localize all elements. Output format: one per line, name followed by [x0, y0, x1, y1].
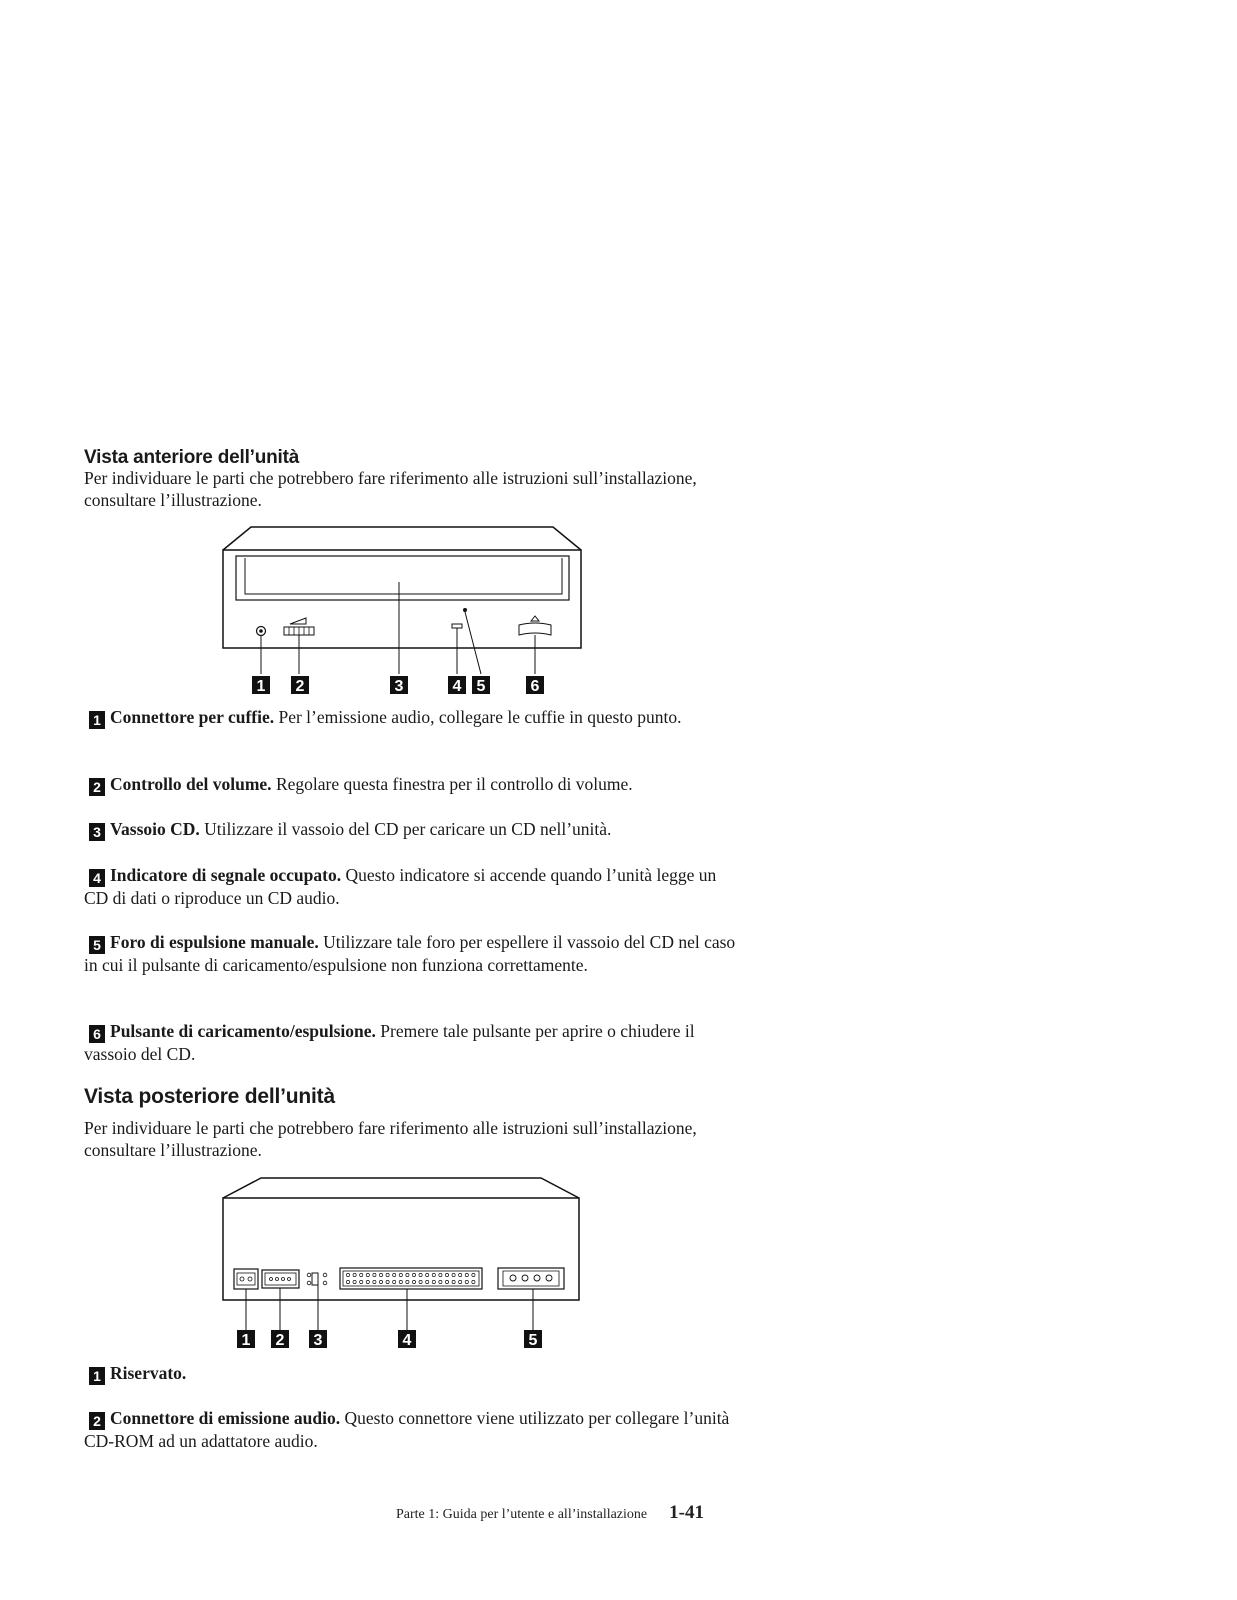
item-number-badge: 2	[89, 1412, 105, 1430]
ide-pin	[472, 1280, 475, 1283]
item-number-badge: 4	[89, 869, 105, 887]
ide-pin	[399, 1280, 402, 1283]
front-view-intro: Per individuare le parti che potrebbero fare riferimento alle istruzioni sull’installazione, consultare l’illustrazione.	[84, 468, 697, 510]
front-label-2: 2	[295, 678, 305, 695]
rear-view-intro: Per individuare le parti che potrebbero fare riferimento alle istruzioni sull’installazione, consultare l’illustrazione.	[84, 1118, 697, 1160]
drive-top-edge	[223, 527, 581, 550]
ide-pin	[412, 1273, 415, 1276]
ide-pin	[439, 1273, 442, 1276]
page-footer	[396, 1502, 736, 1524]
item-term: Controllo del volume.	[110, 774, 272, 794]
ide-pin	[412, 1280, 415, 1283]
ide-pin	[426, 1273, 429, 1276]
item-description: Utilizzare il vassoio del CD per caricare un CD nell’unità.	[204, 819, 612, 839]
ide-pin	[465, 1280, 468, 1283]
item-number-badge: 1	[89, 711, 105, 729]
rear-label-1: 1	[241, 1332, 251, 1349]
item-description: Per l’emissione audio, collegare le cuffie in questo punto.	[278, 707, 682, 727]
ide-pin	[459, 1273, 462, 1276]
rear-item-1	[84, 1362, 744, 1385]
cd-tray	[236, 556, 569, 600]
ide-pin	[373, 1280, 376, 1283]
item-description: Questo indicatore si accende quando l’unità legge un CD di dati o riproduce un CD audio.	[84, 865, 717, 908]
ide-pin	[426, 1280, 429, 1283]
ide-pin	[445, 1273, 448, 1276]
ide-pin	[445, 1280, 448, 1283]
ide-pin	[465, 1273, 468, 1276]
drive-top-edge	[223, 1178, 579, 1198]
item-term: Foro di espulsione manuale.	[110, 932, 319, 952]
front-label-1: 1	[256, 678, 266, 695]
ide-pin	[366, 1273, 369, 1276]
item-term: Vassoio CD.	[110, 819, 200, 839]
footer-text: Parte 1: Guida per l’utente e all’installazione	[396, 1507, 648, 1522]
front-item-6	[84, 1020, 744, 1065]
item-description: Premere tale pulsante per aprire o chiudere il vassoio del CD.	[84, 1021, 695, 1064]
item-number-badge: 5	[89, 936, 105, 954]
item-description: Questo connettore viene utilizzato per collegare l’unità CD-ROM ad un adattatore audio.	[84, 1408, 730, 1451]
front-label-4: 4	[452, 678, 462, 695]
ide-pin	[399, 1273, 402, 1276]
rear-view-heading: Vista posteriore dell’unità	[84, 1085, 335, 1108]
rear-label-5: 5	[528, 1332, 538, 1349]
rear-item-2	[84, 1407, 744, 1452]
ide-pin	[472, 1273, 475, 1276]
front-label-5: 5	[476, 678, 486, 695]
busy-indicator-icon	[452, 624, 462, 628]
rear-view-illustration	[215, 1172, 590, 1355]
volume-ramp-icon	[290, 618, 306, 624]
item-number-badge: 1	[89, 1367, 105, 1385]
item-number-badge: 3	[89, 823, 105, 841]
rear-label-3: 3	[313, 1332, 323, 1349]
ide-pin	[379, 1280, 382, 1283]
page-number: 1-41	[669, 1502, 704, 1523]
front-item-3	[84, 818, 744, 841]
ide-pin	[360, 1280, 363, 1283]
front-view-heading: Vista anteriore dell’unità	[84, 447, 300, 468]
ide-pin	[432, 1280, 435, 1283]
ide-connector-pins	[346, 1273, 475, 1283]
rear-label-2: 2	[275, 1332, 285, 1349]
ide-pin	[419, 1273, 422, 1276]
item-number-badge: 2	[89, 778, 105, 796]
jumper-block	[312, 1273, 318, 1285]
ide-pin	[406, 1273, 409, 1276]
emergency-eject-hole-icon	[463, 608, 467, 612]
ide-pin	[419, 1280, 422, 1283]
item-term: Riservato.	[110, 1363, 187, 1383]
ide-pin	[459, 1280, 462, 1283]
eject-button	[519, 623, 551, 635]
item-number-badge: 6	[89, 1025, 105, 1043]
front-view-illustration	[215, 522, 590, 700]
item-term: Indicatore di segnale occupato.	[110, 865, 342, 885]
item-description: Utilizzare tale foro per espellere il vassoio del CD nel caso in cui il pulsante di caricamento/espulsione non funziona correttamente.	[84, 932, 736, 975]
ide-pin	[432, 1273, 435, 1276]
cd-tray-inner	[245, 558, 562, 594]
item-term: Pulsante di caricamento/espulsione.	[110, 1021, 376, 1041]
ide-pin	[452, 1273, 455, 1276]
front-item-1	[84, 706, 744, 729]
ide-pin	[346, 1273, 349, 1276]
ide-pin	[353, 1280, 356, 1283]
ide-pin	[353, 1273, 356, 1276]
ide-pin	[386, 1280, 389, 1283]
ide-pin	[439, 1280, 442, 1283]
front-item-4	[84, 864, 744, 909]
front-item-2	[84, 773, 744, 796]
ide-pin	[406, 1280, 409, 1283]
reserved-connector	[234, 1269, 258, 1289]
eject-symbol-icon	[531, 616, 539, 621]
ide-pin	[393, 1280, 396, 1283]
ide-pin	[360, 1273, 363, 1276]
ide-pin	[393, 1273, 396, 1276]
ide-pin	[452, 1280, 455, 1283]
ide-pin	[379, 1273, 382, 1276]
front-label-3: 3	[394, 678, 404, 695]
item-description: Regolare questa finestra per il controllo di volume.	[275, 774, 633, 794]
rear-label-4: 4	[402, 1332, 412, 1349]
ide-pin	[386, 1273, 389, 1276]
item-term: Connettore per cuffie.	[110, 707, 275, 727]
front-item-5	[84, 931, 744, 976]
front-label-6: 6	[530, 678, 540, 695]
item-term: Connettore di emissione audio.	[110, 1408, 341, 1428]
ide-pin	[373, 1273, 376, 1276]
ide-pin	[366, 1280, 369, 1283]
ide-pin	[346, 1280, 349, 1283]
